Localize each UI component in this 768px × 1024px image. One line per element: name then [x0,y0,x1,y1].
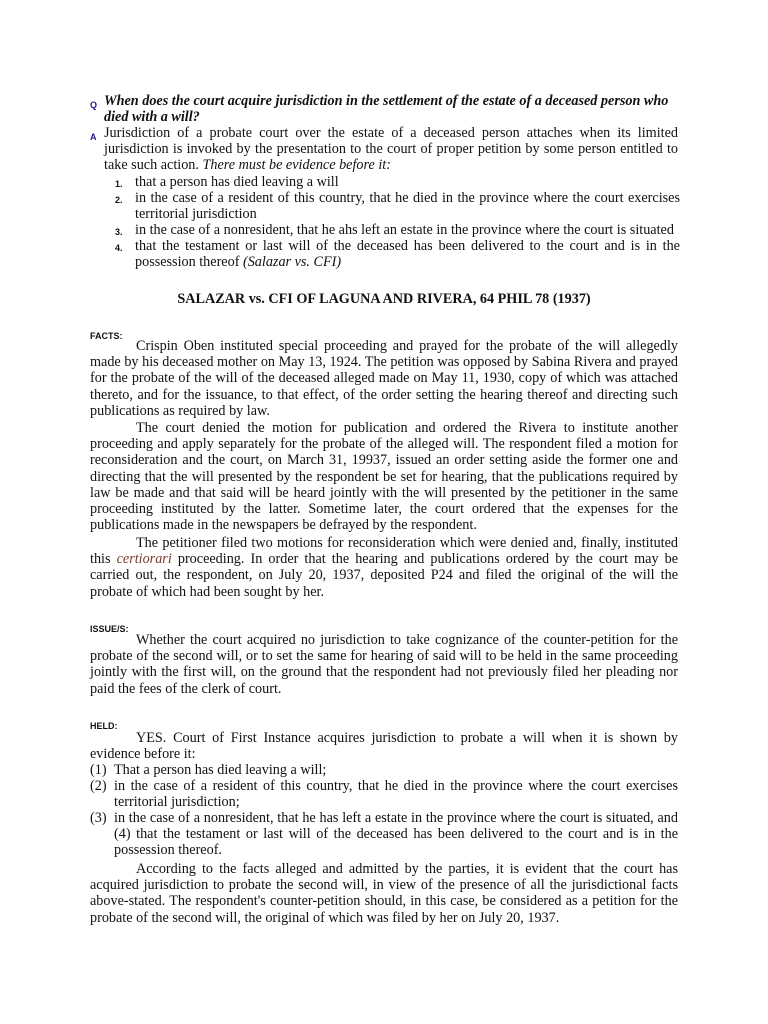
facts-p3-end: proceeding. In order that the hearing and publications ordered by the court may be carried out, the respondent, on July 20, 1937, deposited P24 and filed the original of the will the probate of which had been sought by her. [90,551,679,600]
item-number: 2. [115,195,123,205]
question-marker: Q [90,100,98,110]
item-text [135,238,680,270]
question-text: When does the court acquire jurisdiction in the settlement of the estate of a deceased person who died with a will? [104,93,669,126]
item-text: in the case of a nonresident, that he ahs left an estate in the province where the court is situated [135,222,674,238]
held-item-text: in the case of a resident of this country, that he died in the province where the court exercises territorial jurisdiction; [114,778,678,811]
held-conclusion: According to the facts alleged and admitted by the parties, it is evident that the court has acquired jurisdiction to probate the second will, in view of the presence of all the jurisdictional facts above-stated. The respondent's counter-petition should, in this case, be considered as a petition for the probate of the second will, the original of which was filed by her on July 20, 1937. [90,861,678,926]
item-number: 1. [115,179,123,189]
item-citation: (Salazar vs. CFI) [242,254,342,271]
held-item-number: (1) [90,762,107,778]
issue-paragraph: Whether the court acquired no jurisdiction to take cognizance of the counter-petition for the probate of the second will, or to set the same for hearing of said will to be held in the same proceeding jointly with the first will, on the ground that the respondent had not previously filed her pleading nor paid the fees of the clerk of court. [90,632,678,697]
held-intro: YES. Court of First Instance acquires jurisdiction to probate a will when it is shown by evidence before it: [90,730,678,763]
held-item-3 [90,810,678,859]
answer-item-4 [115,238,680,270]
held-item-text: in the case of a nonresident, that he has left a estate in the province where the court is situated, and (4) that the testament or last will of the deceased has been delivered to the court and is in the possession thereof. [114,810,678,859]
facts-p3-start: The petitioner filed two motions for reconsideration which were denied and, finally, instituted this [90,535,678,568]
held-heading: HELD: [90,721,118,731]
item-number: 4. [115,243,123,253]
answer-item-3 [115,222,680,238]
facts-paragraph-1: Crispin Oben instituted special proceeding and prayed for the probate of the will allegedly made by his deceased mother on May 13, 1924. The petition was opposed by Sabina Rivera and prayed for the probate of the will of the deceased alleged made on May 11, 1930, copy of which was attached thereto, and for the issuance, to that effect, of the order setting the hearing thereof and directing such publications as required by law. [90,338,678,419]
item-text: in the case of a resident of this country, that he died in the province where the court exercises territorial jurisdiction [135,190,680,223]
held-item-number: (2) [90,778,107,794]
item-text-main: that the testament or last will of the deceased has been delivered to the court and is in the possession thereof [135,238,680,271]
held-item-text: That a person has died leaving a will; [114,762,327,778]
answer-item-1 [115,174,680,190]
item-number: 3. [115,227,123,237]
facts-paragraph-2: The court denied the motion for publication and ordered the Rivera to institute another proceeding and apply separately for the probate of the alleged will. The respondent filed a motion for reconsideration and the court, on March 31, 19937, issued an order setting aside the former one and directing that the will presented by the respondent be set for hearing, that the publications required by law be made and that said will be heard jointly with the will presented by the petitioner in the same proceeding instituted by the latter. Sometime later, the court ordered that the expenses for the publications made in the newspapers be defrayed by the respondent. [90,420,678,534]
held-item-2 [90,778,678,810]
answer-italic: There must be evidence before it: [202,157,391,174]
answer-item-2 [115,190,680,222]
item-text: that a person has died leaving a will [135,174,339,190]
certiorari-term: certiorari [116,551,172,568]
held-item-1 [90,762,678,778]
answer-main: Jurisdiction of a probate court over the estate of a deceased person attaches when its limited jurisdiction is invoked by the presentation to the court of proper petition by some person entitled to take such action. [104,125,678,174]
held-item-number: (3) [90,810,107,826]
case-title: SALAZAR vs. CFI OF LAGUNA AND RIVERA, 64 PHIL 78 (1937) [177,291,591,307]
facts-heading: FACTS: [90,331,123,341]
answer-marker: A [90,132,97,142]
answer-text [104,125,678,174]
issue-heading: ISSUE/S: [90,624,129,634]
facts-paragraph-3 [90,535,678,600]
